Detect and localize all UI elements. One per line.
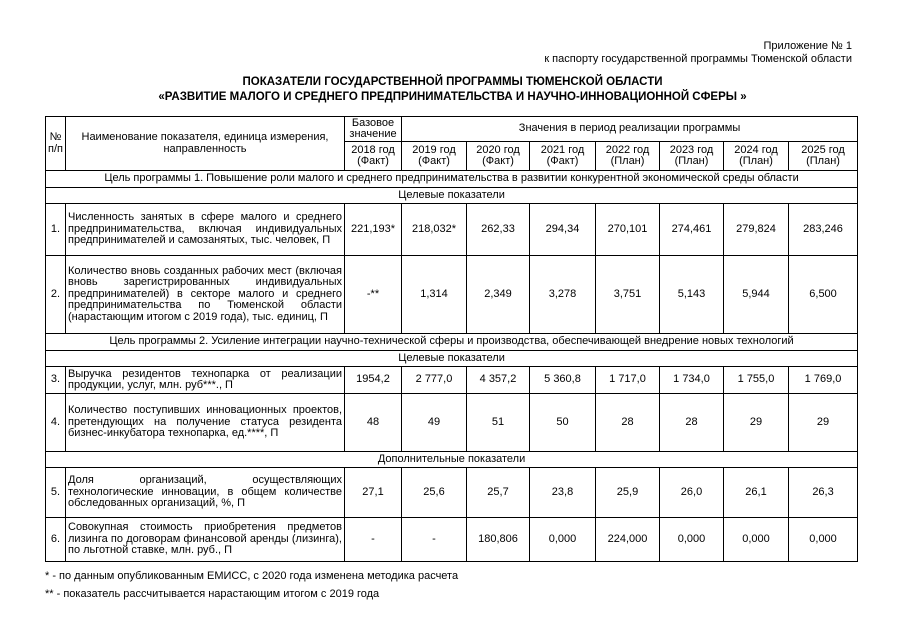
row-value: 218,032* <box>402 204 467 256</box>
row-value: 28 <box>660 394 724 452</box>
goal-2: Цель программы 2. Усиление интеграции научно-технической сферы и производства, обеспечивающей внедрение новых технологий <box>46 334 858 351</box>
row-value: 1 755,0 <box>724 367 789 394</box>
row-value: 29 <box>789 394 858 452</box>
section-row <box>46 188 858 204</box>
header-year: 2019 год (Факт) <box>402 142 467 171</box>
section-target: Целевые показатели <box>46 188 858 204</box>
row-value: 51 <box>467 394 530 452</box>
row-name: Численность занятых в сфере малого и среднего предпринимательства, включая индивидуальных предпринимателей и самозанятых, тыс. человек, П <box>66 204 345 256</box>
title-line-2: «РАЗВИТИЕ МАЛОГО И СРЕДНЕГО ПРЕДПРИНИМАТЕЛЬСТВА И НАУЧНО-ИННОВАЦИОННОЙ СФЕРЫ » <box>158 91 747 103</box>
row-value: -** <box>345 256 402 334</box>
appendix-number: Приложение № 1 <box>763 40 852 52</box>
row-value: 1 717,0 <box>596 367 660 394</box>
header-num: № п/п <box>46 117 66 171</box>
row-value: 6,500 <box>789 256 858 334</box>
row-value: 26,3 <box>789 468 858 518</box>
row-value: 294,34 <box>530 204 596 256</box>
row-value: 26,0 <box>660 468 724 518</box>
row-value: 0,000 <box>789 518 858 562</box>
table-row <box>46 256 858 334</box>
header-year: 2020 год (Факт) <box>467 142 530 171</box>
row-value: 1954,2 <box>345 367 402 394</box>
row-value: 221,193* <box>345 204 402 256</box>
row-name: Доля организаций, осуществляющих технологические инновации, в общем количестве обследованных организаций, %, П <box>66 468 345 518</box>
row-name: Количество поступивших инновационных проектов, претендующих на получение статуса резидента бизнес-инкубатора технопарка, ед.****, П <box>66 394 345 452</box>
row-value: 50 <box>530 394 596 452</box>
row-value: 48 <box>345 394 402 452</box>
row-value: 28 <box>596 394 660 452</box>
row-value: 224,000 <box>596 518 660 562</box>
row-num: 6. <box>46 518 66 562</box>
row-value: 5,944 <box>724 256 789 334</box>
footnote: * - по данным опубликованным ЕМИСС, с 2020 года изменена методика расчета <box>45 570 459 582</box>
row-value: 262,33 <box>467 204 530 256</box>
row-num: 3. <box>46 367 66 394</box>
section-row <box>46 351 858 367</box>
row-name: Выручка резидентов технопарка от реализации продукции, услуг, млн. руб***., П <box>66 367 345 394</box>
row-value: 5,143 <box>660 256 724 334</box>
section-additional: Дополнительные показатели <box>46 452 858 468</box>
row-value: 25,6 <box>402 468 467 518</box>
row-value: 3,278 <box>530 256 596 334</box>
appendix-reference: к паспорту государственной программы Тюменской области <box>544 53 852 65</box>
header-year: 2024 год (План) <box>724 142 789 171</box>
row-value: 1 769,0 <box>789 367 858 394</box>
row-value: 283,246 <box>789 204 858 256</box>
goal-row <box>46 171 858 188</box>
row-value: - <box>402 518 467 562</box>
row-value: 270,101 <box>596 204 660 256</box>
header-year: 2018 год (Факт) <box>345 142 402 171</box>
row-value: 180,806 <box>467 518 530 562</box>
row-name: Совокупная стоимость приобретения предметов лизинга по договорам финансовой аренды (лизинга), по льготной ставке, млн. руб., П <box>66 518 345 562</box>
row-value: 26,1 <box>724 468 789 518</box>
row-num: 5. <box>46 468 66 518</box>
row-value: 27,1 <box>345 468 402 518</box>
table-row <box>46 367 858 394</box>
table-row <box>46 204 858 256</box>
row-value: 4 357,2 <box>467 367 530 394</box>
row-value: 279,824 <box>724 204 789 256</box>
row-value: 1,314 <box>402 256 467 334</box>
row-value: 2 777,0 <box>402 367 467 394</box>
row-num: 1. <box>46 204 66 256</box>
row-value: 5 360,8 <box>530 367 596 394</box>
table-row <box>46 468 858 518</box>
row-value: 1 734,0 <box>660 367 724 394</box>
section-row <box>46 452 858 468</box>
document-title <box>0 75 905 105</box>
row-value: 0,000 <box>660 518 724 562</box>
header-base: Базовое значение <box>345 117 402 142</box>
row-value: 29 <box>724 394 789 452</box>
row-value: 0,000 <box>724 518 789 562</box>
row-num: 2. <box>46 256 66 334</box>
footnote: ** - показатель рассчитывается нарастающим итогом с 2019 года <box>45 588 380 600</box>
row-value: 23,8 <box>530 468 596 518</box>
row-value: 25,7 <box>467 468 530 518</box>
header-year: 2025 год (План) <box>789 142 858 171</box>
row-value: 2,349 <box>467 256 530 334</box>
section-target: Целевые показатели <box>46 351 858 367</box>
header-year: 2021 год (Факт) <box>530 142 596 171</box>
row-value: - <box>345 518 402 562</box>
row-name: Количество вновь созданных рабочих мест (включая вновь зарегистрированных индивидуальных предпринимателей) в секторе малого и среднего предпринимательства по Тюменской области (нарастающим итогом с 2019 года), тыс. единиц, П <box>66 256 345 334</box>
row-value: 49 <box>402 394 467 452</box>
row-value: 25,9 <box>596 468 660 518</box>
indicators-table <box>45 116 858 562</box>
table-row <box>46 394 858 452</box>
goal-1: Цель программы 1. Повышение роли малого и среднего предпринимательства в развитии конкурентной экономической среды области <box>46 171 858 188</box>
row-value: 3,751 <box>596 256 660 334</box>
header-year: 2023 год (План) <box>660 142 724 171</box>
goal-row <box>46 334 858 351</box>
table-row <box>46 518 858 562</box>
appendix-heading <box>544 40 852 66</box>
header-period: Значения в период реализации программы <box>402 117 858 142</box>
row-num: 4. <box>46 394 66 452</box>
header-row <box>46 117 858 142</box>
row-value: 0,000 <box>530 518 596 562</box>
header-year: 2022 год (План) <box>596 142 660 171</box>
title-line-1: ПОКАЗАТЕЛИ ГОСУДАРСТВЕННОЙ ПРОГРАММЫ ТЮМЕНСКОЙ ОБЛАСТИ <box>242 76 663 88</box>
header-name: Наименование показателя, единица измерения, направленность <box>66 117 345 171</box>
row-value: 274,461 <box>660 204 724 256</box>
